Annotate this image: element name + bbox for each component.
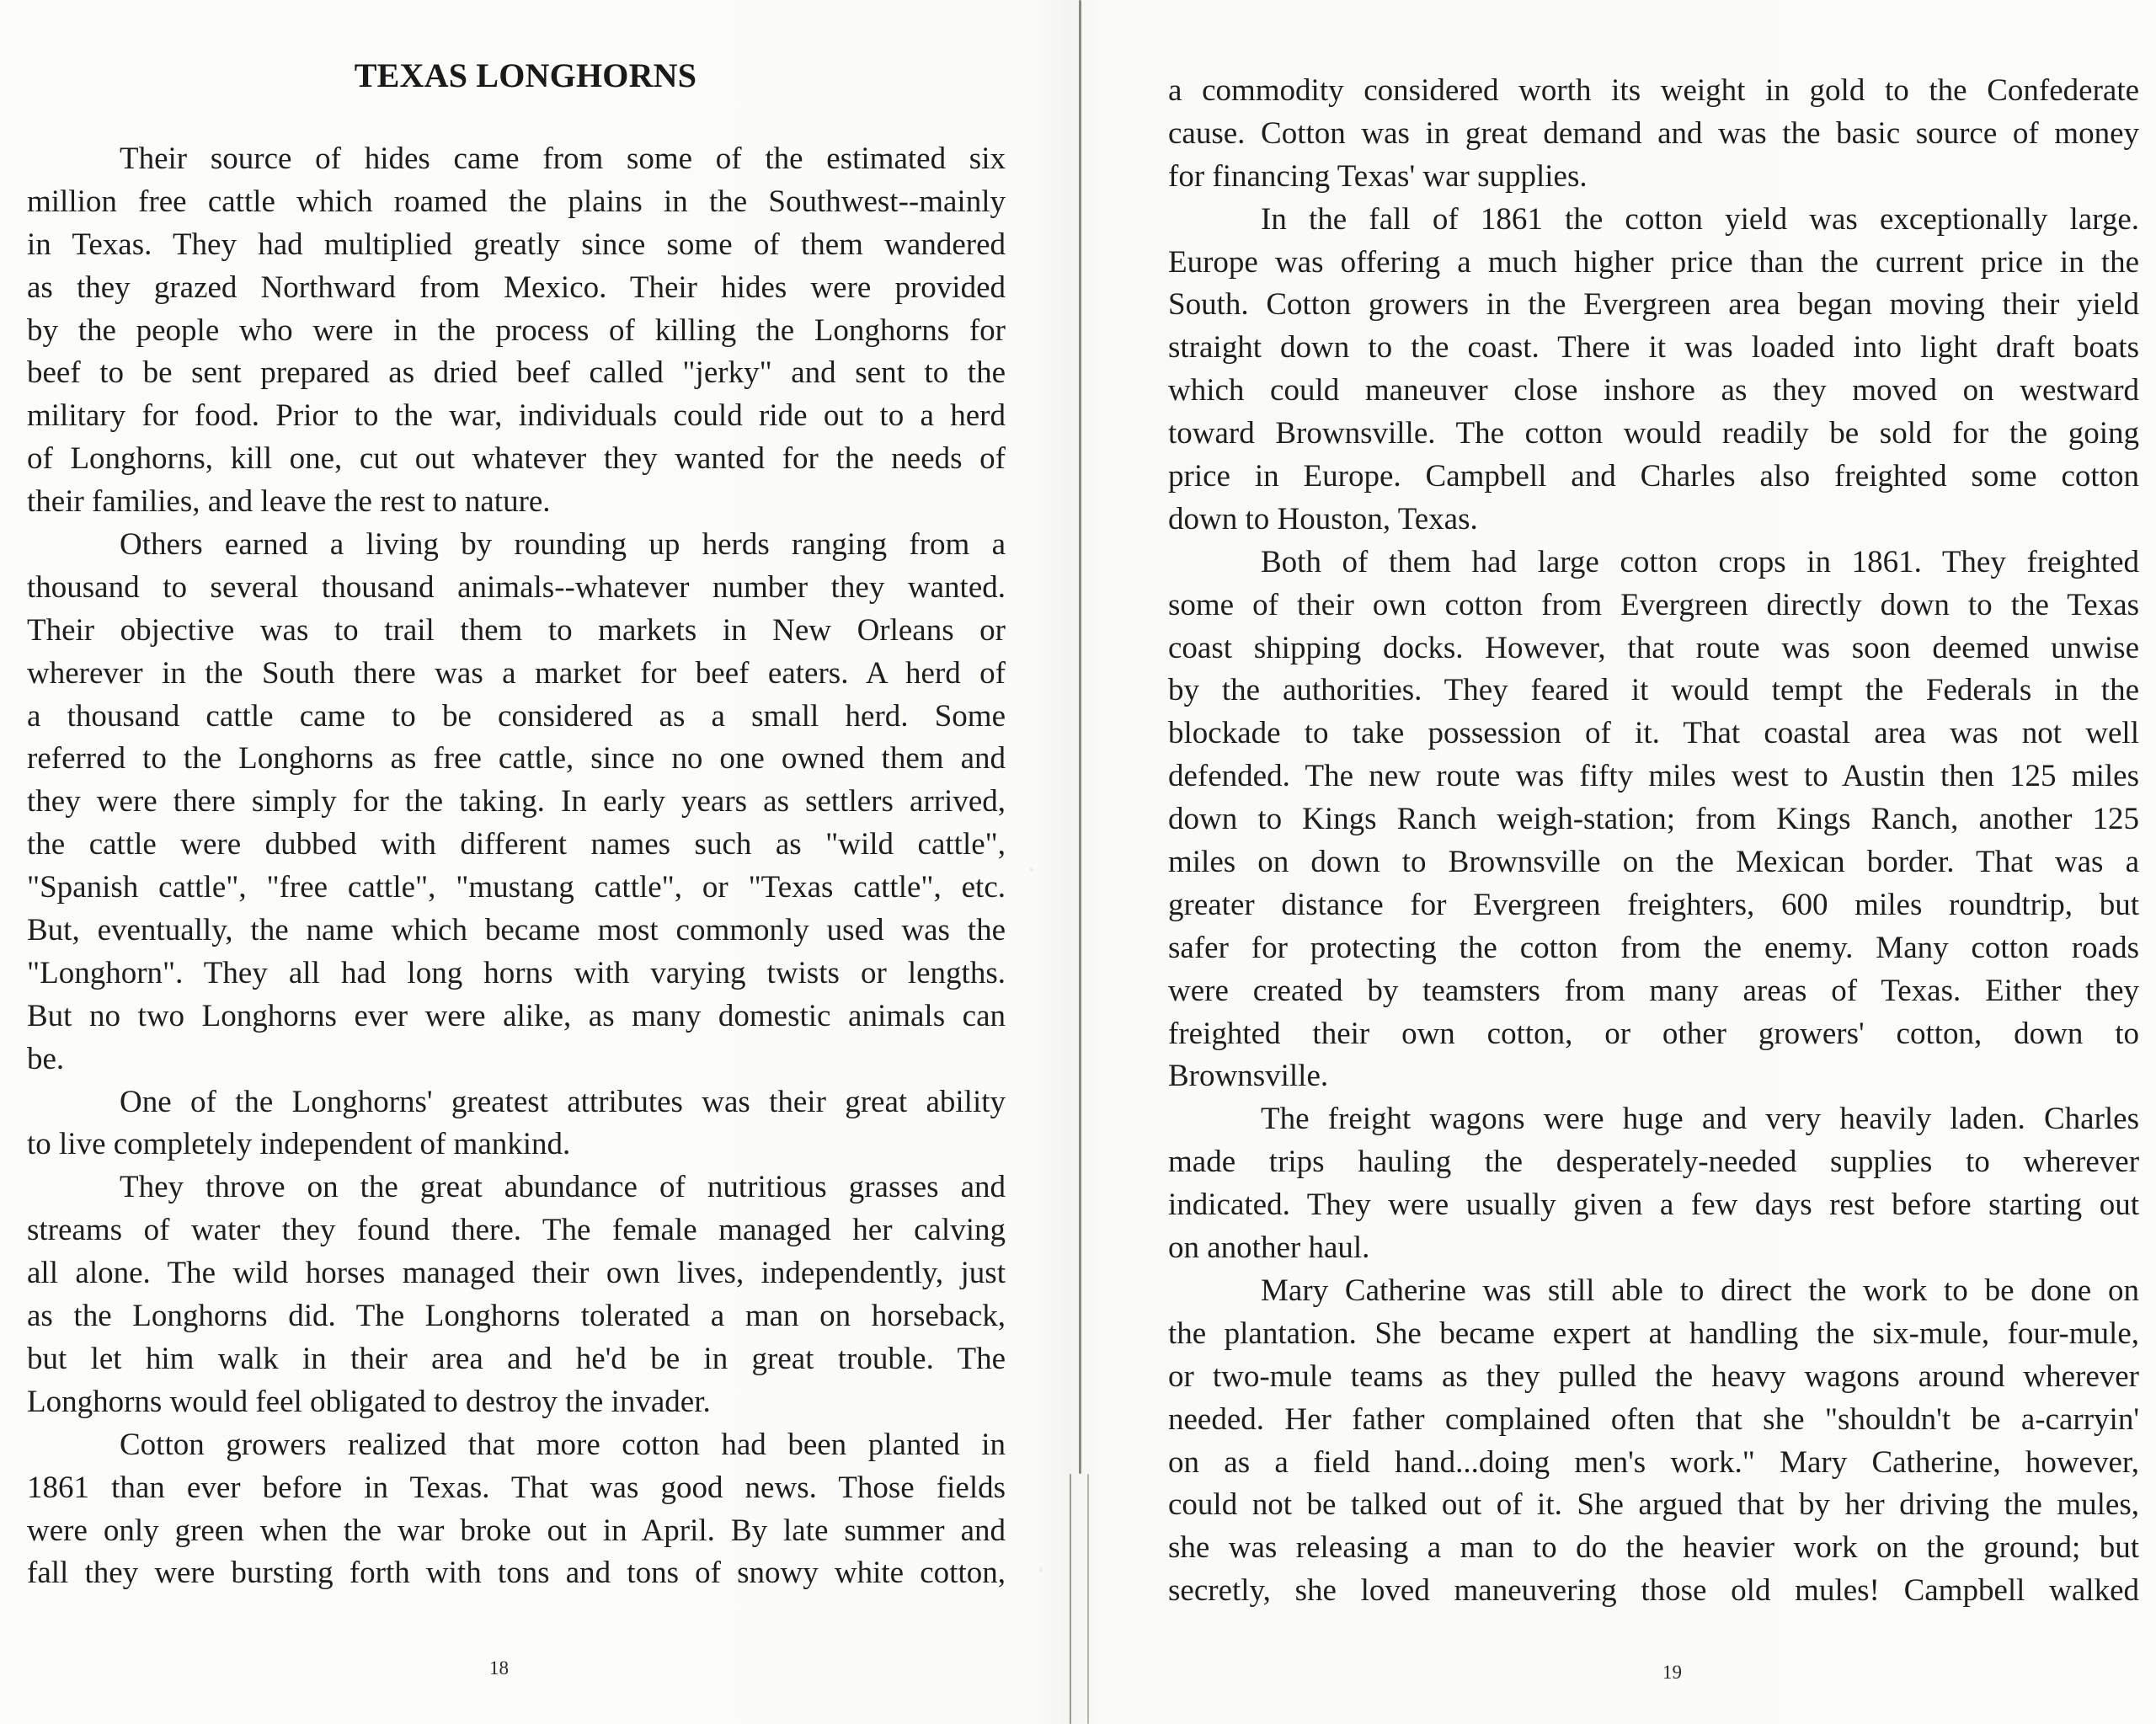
text-line: In the fall of 1861 the cotton yield was exceptionally large. — [1261, 201, 2139, 237]
text-line: toward Brownsville. The cotton would readily be sold for the going — [1168, 416, 2139, 451]
text-line: they were there simply for the taking. In early years as settlers arrived, — [27, 784, 1006, 819]
paragraph — [1168, 1098, 2139, 1270]
text-line: a thousand cattle came to be considered as a small herd. Some — [27, 698, 1006, 734]
text-line: needed. Her father complained often that she "shouldn't be a-carryin' — [1168, 1401, 2139, 1437]
text-line: cause. Cotton was in great demand and was the basic source of money — [1168, 115, 2139, 151]
book-spine-edge — [1087, 1474, 1089, 1724]
text-line: a commodity considered worth its weight in gold to the Confederate — [1168, 73, 2140, 108]
text-line: the cattle were dubbed with different names such as "wild cattle", — [27, 827, 1006, 862]
text-line: but let him walk in their area and he'd be in great trouble. The — [27, 1341, 1006, 1376]
paragraph — [27, 524, 1006, 1081]
paragraph — [1168, 1270, 2139, 1613]
text-line: which could maneuver close inshore as they moved on westward — [1168, 373, 2140, 408]
text-line: referred to the Longhorns as free cattle, since no one owned them and — [27, 741, 1006, 777]
text-line: or two-mule teams as they pulled the heavy wagons around wherever — [1168, 1358, 2139, 1394]
text-line: million free cattle which roamed the plains in the Southwest--mainly — [27, 184, 1006, 219]
text-line: fall they were bursting forth with tons and tons of snowy white cotton, — [27, 1556, 1006, 1591]
text-line: Brownsville. — [1168, 1059, 1329, 1094]
text-line: by the people who were in the process of killing the Longhorns for — [27, 312, 1006, 348]
text-line: Mary Catherine was still able to direct the work to be done on — [1261, 1273, 2140, 1308]
paragraph — [1168, 542, 2139, 1099]
text-line: 1861 than ever before in Texas. That was good news. Those fields — [27, 1470, 1006, 1505]
text-line: greater distance for Evergreen freighters, 600 miles roundtrip, but — [1168, 887, 2139, 922]
page-number: 18 — [489, 1657, 509, 1679]
text-line: South. Cotton growers in the Evergreen area began moving their yield — [1168, 287, 2139, 323]
book-spine-edge — [1070, 1474, 1071, 1724]
paragraph — [27, 1424, 1006, 1596]
text-line: as the Longhorns did. The Longhorns tolerated a man on horseback, — [27, 1299, 1006, 1334]
text-line: defended. The new route was fifty miles west to Austin then 125 miles — [1168, 759, 2139, 794]
text-line: down to Kings Ranch weigh-station; from Kings Ranch, another 125 — [1168, 802, 2139, 837]
text-line: by the authorities. They feared it would tempt the Federals in the — [1168, 673, 2139, 708]
text-line: of Longhorns, kill one, cut out whatever they wanted for the needs of — [27, 441, 1006, 477]
text-line: beef to be sent prepared as dried beef called "jerky" and sent to the — [27, 355, 1006, 391]
text-line: "Longhorn". They all had long horns with varying twists or lengths. — [27, 955, 1006, 990]
text-line: They throve on the great abundance of nutritious grasses and — [120, 1170, 1006, 1205]
text-line: in Texas. They had multiplied greatly since some of them wandered — [27, 227, 1006, 262]
text-line: the plantation. She became expert at handling the six-mule, four-mule, — [1168, 1316, 2139, 1351]
text-line: Their objective was to trail them to markets in New Orleans or — [27, 612, 1006, 648]
text-line: Europe was offering a much higher price than the current price in the — [1168, 244, 2140, 280]
right-page-body — [1168, 70, 2139, 1613]
text-line: their families, and leave the rest to nature. — [27, 484, 551, 520]
text-line: on another haul. — [1168, 1230, 1370, 1266]
text-line: freighted their own cotton, or other growers' cotton, down to — [1168, 1016, 2139, 1051]
text-line: down to Houston, Texas. — [1168, 501, 1478, 536]
text-line: on as a field hand...doing men's work." Mary Catherine, however, — [1168, 1444, 2139, 1480]
text-line: miles on down to Brownsville on the Mexican border. That was a — [1168, 845, 2139, 880]
paragraph — [27, 138, 1006, 524]
left-page-body — [27, 138, 1006, 1595]
text-line: One of the Longhorns' greatest attributes was their great ability — [120, 1084, 1006, 1119]
text-line: price in Europe. Campbell and Charles also freighted some cotton — [1168, 459, 2139, 494]
text-line: for financing Texas' war supplies. — [1168, 158, 1588, 194]
text-line: be. — [27, 1041, 65, 1076]
paragraph — [27, 1166, 1006, 1423]
paragraph — [1168, 199, 2139, 542]
chapter-title: TEXAS LONGHORNS — [354, 56, 697, 94]
right-page — [1090, 0, 2156, 1724]
scan-speck — [1029, 867, 1033, 872]
text-line: all alone. The wild horses managed their own lives, independently, just — [27, 1256, 1006, 1291]
book-spine — [1079, 0, 1081, 1474]
text-line: were only green when the war broke out in April. By late summer and — [27, 1513, 1006, 1548]
text-line: Cotton growers realized that more cotton had been planted in — [120, 1427, 1006, 1462]
text-line: could not be talked out of it. She argued that by her driving the mules, — [1168, 1487, 2139, 1523]
text-line: she was releasing a man to do the heavier work on the ground; but — [1168, 1530, 2139, 1566]
text-line: But no two Longhorns ever were alike, as many domestic animals can — [27, 998, 1006, 1033]
text-line: straight down to the coast. There it was loaded into light draft boats — [1168, 330, 2139, 366]
scan-speck — [1039, 1567, 1043, 1572]
paragraph — [27, 1081, 1006, 1167]
text-line: The freight wagons were huge and very heavily laden. Charles — [1261, 1102, 2139, 1137]
text-line: blockade to take possession of it. That coastal area was not well — [1168, 716, 2139, 751]
text-line: made trips hauling the desperately-needed supplies to wherever — [1168, 1145, 2140, 1180]
text-line: streams of water they found there. The female managed her calving — [27, 1213, 1006, 1248]
page-number: 19 — [1662, 1662, 1682, 1683]
text-line: Both of them had large cotton crops in 1861. They freighted — [1261, 544, 2139, 579]
paragraph — [1168, 70, 2139, 199]
text-line: "Spanish cattle", "free cattle", "mustang cattle", or "Texas cattle", etc. — [27, 870, 1006, 905]
text-line: indicated. They were usually given a few days rest before starting out — [1168, 1188, 2139, 1223]
text-line: wherever in the South there was a market for beef eaters. A herd of — [27, 655, 1006, 691]
text-line: Others earned a living by rounding up herds ranging from a — [120, 527, 1006, 563]
text-line: thousand to several thousand animals--whatever number they wanted. — [27, 569, 1006, 605]
text-line: secretly, she loved maneuvering those old mules! Campbell walked — [1168, 1573, 2139, 1609]
text-line: military for food. Prior to the war, individuals could ride out to a herd — [27, 398, 1006, 434]
text-line: to live completely independent of mankind. — [27, 1127, 571, 1162]
text-line: coast shipping docks. However, that route was soon deemed unwise — [1168, 630, 2139, 665]
text-line: Their source of hides came from some of the estimated six — [120, 141, 1006, 176]
text-line: But, eventually, the name which became most commonly used was the — [27, 913, 1006, 948]
left-page — [0, 0, 1070, 1724]
text-line: were created by teamsters from many areas of Texas. Either they — [1168, 973, 2139, 1008]
text-line: some of their own cotton from Evergreen directly down to the Texas — [1168, 587, 2140, 622]
text-line: safer for protecting the cotton from the enemy. Many cotton roads — [1168, 930, 2139, 965]
text-line: Longhorns would feel obligated to destroy the invader. — [27, 1384, 711, 1419]
text-line: as they grazed Northward from Mexico. Their hides were provided — [27, 270, 1006, 305]
